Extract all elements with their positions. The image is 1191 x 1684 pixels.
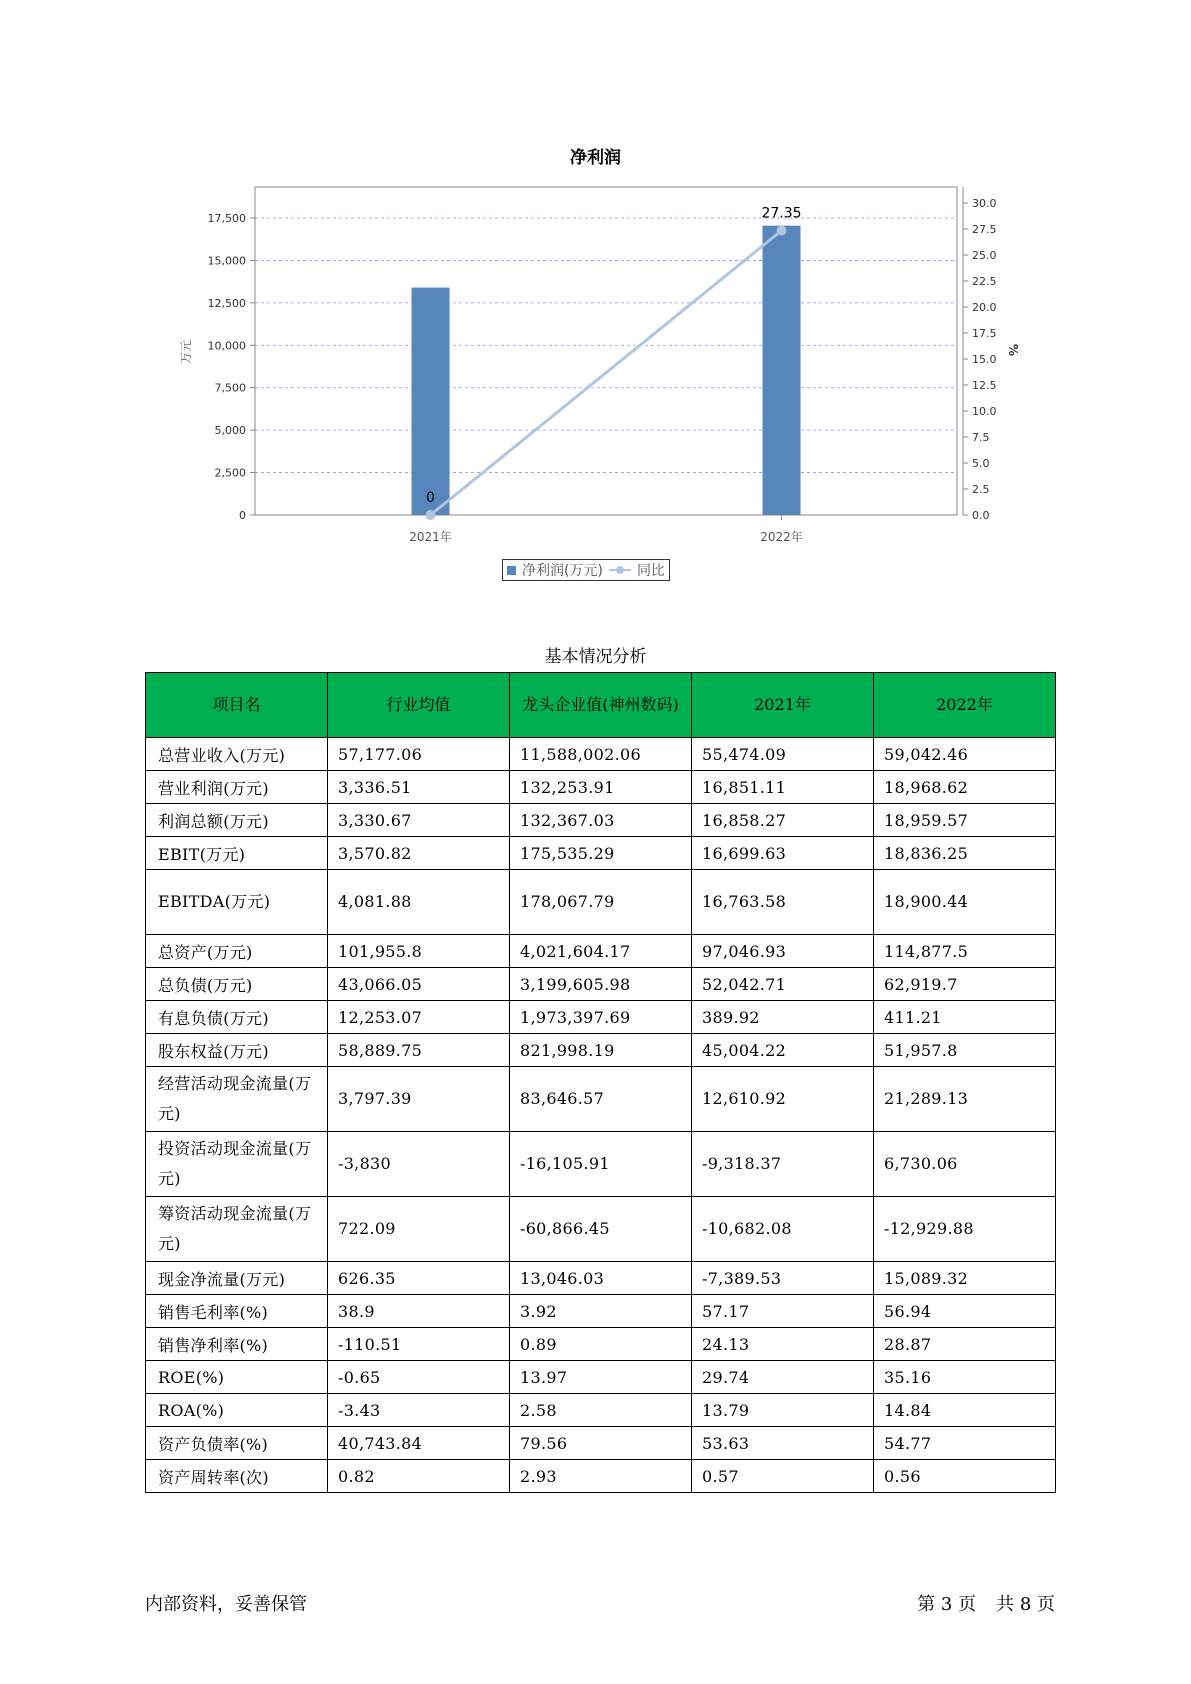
- chart-title: 净利润: [570, 148, 621, 168]
- table-row: [146, 1067, 1056, 1132]
- y-tick-label: 17,500: [207, 212, 246, 225]
- table-cell: 21,289.13: [874, 1067, 1056, 1132]
- table-cell: -7,389.53: [692, 1262, 874, 1295]
- row-label-cell: 经营活动现金流量(万元): [146, 1067, 328, 1132]
- table-body: [146, 738, 1056, 1493]
- row-label-cell: 资产负债率(%): [146, 1427, 328, 1460]
- table-cell: 16,699.63: [692, 837, 874, 870]
- table-row: [146, 1460, 1056, 1493]
- row-label-cell: 利润总额(万元): [146, 804, 328, 837]
- table-cell: 57.17: [692, 1295, 874, 1328]
- y-tick-label: 12,500: [207, 296, 246, 310]
- table-row: [146, 1361, 1056, 1394]
- table-cell: 6,730.06: [874, 1132, 1056, 1197]
- table-cell: 18,959.57: [874, 804, 1056, 837]
- table-cell: -3.43: [328, 1394, 510, 1427]
- table-cell: -10,682.08: [692, 1197, 874, 1262]
- table-cell: 101,955.8: [328, 935, 510, 968]
- table-cell: 14.84: [874, 1394, 1056, 1427]
- table-cell: 58,889.75: [328, 1034, 510, 1067]
- table-cell: 4,081.88: [328, 870, 510, 935]
- table-cell: 62,919.7: [874, 968, 1056, 1001]
- table-cell: 51,957.8: [874, 1034, 1056, 1067]
- y2-tick-label: 2.5: [972, 483, 990, 496]
- row-label-cell: 销售净利率(%): [146, 1328, 328, 1361]
- row-label-cell: 投资活动现金流量(万元): [146, 1132, 328, 1197]
- table-row: [146, 1427, 1056, 1460]
- table-row: [146, 1295, 1056, 1328]
- table-cell: -16,105.91: [510, 1132, 692, 1197]
- table-cell: 3,336.51: [328, 771, 510, 804]
- row-label-cell: 总负债(万元): [146, 968, 328, 1001]
- table-cell: 114,877.5: [874, 935, 1056, 968]
- table-cell: 45,004.22: [692, 1034, 874, 1067]
- x-tick-label: 2022年: [760, 530, 803, 544]
- table-cell: 0.82: [328, 1460, 510, 1493]
- legend-line-swatch: [609, 565, 631, 575]
- table-cell: 2.58: [510, 1394, 692, 1427]
- table-cell: 389.92: [692, 1001, 874, 1034]
- y-tick-label: 5,000: [214, 424, 246, 438]
- table-cell: 0.89: [510, 1328, 692, 1361]
- legend-line-label: 同比: [636, 563, 665, 579]
- table-row: [146, 1262, 1056, 1295]
- basic-analysis-table: [145, 672, 1056, 1493]
- table-cell: 3,330.67: [328, 804, 510, 837]
- table-row: [146, 1001, 1056, 1034]
- table-cell: 626.35: [328, 1262, 510, 1295]
- table-cell: 16,851.11: [692, 771, 874, 804]
- row-label-cell: 股东权益(万元): [146, 1034, 328, 1067]
- page-number: [917, 1590, 1055, 1616]
- y2-tick-label: 10.0: [972, 405, 997, 418]
- table-cell: 11,588,002.06: [510, 738, 692, 771]
- y2-tick-label: 12.5: [972, 379, 997, 392]
- page-current: 第 3 页: [917, 1594, 977, 1615]
- table-cell: 79.56: [510, 1427, 692, 1460]
- page-total: 共 8 页: [996, 1594, 1055, 1615]
- row-label-cell: 销售毛利率(%): [146, 1295, 328, 1328]
- row-label-cell: 现金净流量(万元): [146, 1262, 328, 1295]
- table-cell: 18,836.25: [874, 837, 1056, 870]
- y2-axis-title: %: [1006, 343, 1020, 357]
- table-cell: -0.65: [328, 1361, 510, 1394]
- table-cell: 83,646.57: [510, 1067, 692, 1132]
- table-cell: 12,610.92: [692, 1067, 874, 1132]
- table-row: [146, 1034, 1056, 1067]
- yoy-data-label: 27.35: [761, 205, 802, 222]
- table-cell: 178,067.79: [510, 870, 692, 935]
- table-cell: 132,253.91: [510, 771, 692, 804]
- table-cell: 57,177.06: [328, 738, 510, 771]
- table-cell: 16,763.58: [692, 870, 874, 935]
- table-cell: -110.51: [328, 1328, 510, 1361]
- table-cell: 13.97: [510, 1361, 692, 1394]
- table-cell: 132,367.03: [510, 804, 692, 837]
- table-cell: 722.09: [328, 1197, 510, 1262]
- y-tick-label: 2,500: [214, 466, 246, 480]
- table-header-cell: 2021年: [692, 673, 874, 738]
- table-cell: 15,089.32: [874, 1262, 1056, 1295]
- bar: [412, 288, 450, 515]
- y2-tick-label: 25.0: [972, 249, 997, 262]
- yoy-data-label: 0: [426, 490, 435, 506]
- y2-tick-label: 27.5: [972, 223, 997, 236]
- row-label-cell: 资产周转率(次): [146, 1460, 328, 1493]
- table-row: [146, 935, 1056, 968]
- row-label-cell: ROA(%): [146, 1394, 328, 1427]
- table-cell: 3,199,605.98: [510, 968, 692, 1001]
- row-label-cell: 营业利润(万元): [146, 771, 328, 804]
- y-tick-label: 15,000: [207, 254, 246, 268]
- table-cell: 56.94: [874, 1295, 1056, 1328]
- table-cell: 3.92: [510, 1295, 692, 1328]
- table-cell: 55,474.09: [692, 738, 874, 771]
- y2-tick-label: 0.0: [972, 509, 990, 522]
- table-row: [146, 771, 1056, 804]
- table-header-row: [146, 673, 1056, 738]
- table-row: [146, 738, 1056, 771]
- table-row: [146, 870, 1056, 935]
- table-title: 基本情况分析: [544, 647, 647, 667]
- table-cell: 43,066.05: [328, 968, 510, 1001]
- row-label-cell: 筹资活动现金流量(万元): [146, 1197, 328, 1262]
- table-cell: -12,929.88: [874, 1197, 1056, 1262]
- row-label-cell: EBITDA(万元): [146, 870, 328, 935]
- table-cell: 0.56: [874, 1460, 1056, 1493]
- table-cell: 12,253.07: [328, 1001, 510, 1034]
- legend-bar-label: 净利润(万元): [522, 563, 603, 579]
- table-cell: 411.21: [874, 1001, 1056, 1034]
- net-profit-chart: [0, 0, 1191, 560]
- y2-tick-label: 17.5: [972, 327, 997, 340]
- table-cell: 4,021,604.17: [510, 935, 692, 968]
- table-cell: 175,535.29: [510, 837, 692, 870]
- table-cell: 97,046.93: [692, 935, 874, 968]
- table-cell: 59,042.46: [874, 738, 1056, 771]
- bar: [763, 226, 801, 515]
- y2-tick-label: 30.0: [972, 197, 997, 210]
- x-tick-label: 2021年: [409, 530, 452, 544]
- chart-legend: [502, 559, 670, 581]
- table-cell: 3,797.39: [328, 1067, 510, 1132]
- y2-tick-label: 7.5: [972, 431, 990, 444]
- y2-tick-label: 15.0: [972, 353, 997, 366]
- table-cell: -9,318.37: [692, 1132, 874, 1197]
- table-row: [146, 1132, 1056, 1197]
- table-row: [146, 1197, 1056, 1262]
- table-cell: 40,743.84: [328, 1427, 510, 1460]
- table-cell: 18,968.62: [874, 771, 1056, 804]
- row-label-cell: EBIT(万元): [146, 837, 328, 870]
- y2-tick-label: 5.0: [972, 457, 990, 470]
- table-cell: 28.87: [874, 1328, 1056, 1361]
- table-cell: 13,046.03: [510, 1262, 692, 1295]
- table-cell: 13.79: [692, 1394, 874, 1427]
- table-cell: 52,042.71: [692, 968, 874, 1001]
- table-cell: 18,900.44: [874, 870, 1056, 935]
- table-row: [146, 837, 1056, 870]
- table-cell: 54.77: [874, 1427, 1056, 1460]
- table-cell: 2.93: [510, 1460, 692, 1493]
- y-tick-label: 0: [239, 509, 246, 522]
- table-cell: 821,998.19: [510, 1034, 692, 1067]
- table-row: [146, 1394, 1056, 1427]
- table-cell: 1,973,397.69: [510, 1001, 692, 1034]
- table-cell: -60,866.45: [510, 1197, 692, 1262]
- table-row: [146, 804, 1056, 837]
- row-label-cell: 有息负债(万元): [146, 1001, 328, 1034]
- table-cell: -3,830: [328, 1132, 510, 1197]
- footer-note: 内部资料，妥善保管: [145, 1594, 307, 1615]
- y-tick-label: 10,000: [207, 339, 246, 353]
- legend-bar-swatch: [507, 566, 516, 575]
- row-label-cell: 总资产(万元): [146, 935, 328, 968]
- yoy-point: [426, 510, 436, 520]
- yoy-point: [777, 226, 787, 236]
- y2-tick-label: 22.5: [972, 275, 997, 288]
- row-label-cell: ROE(%): [146, 1361, 328, 1394]
- table-header-cell: 2022年: [874, 673, 1056, 738]
- table-cell: 16,858.27: [692, 804, 874, 837]
- table-cell: 0.57: [692, 1460, 874, 1493]
- table-header-cell: 行业均值: [328, 673, 510, 738]
- y-axis-title: 万元: [179, 339, 193, 365]
- row-label-cell: 总营业收入(万元): [146, 738, 328, 771]
- table-header-cell: 项目名: [146, 673, 328, 738]
- table-cell: 3,570.82: [328, 837, 510, 870]
- table-cell: 24.13: [692, 1328, 874, 1361]
- table-cell: 35.16: [874, 1361, 1056, 1394]
- table-header-cell: 龙头企业值(神州数码): [510, 673, 692, 738]
- table-cell: 38.9: [328, 1295, 510, 1328]
- table-cell: 29.74: [692, 1361, 874, 1394]
- table-row: [146, 968, 1056, 1001]
- table-row: [146, 1328, 1056, 1361]
- plot-area: [255, 187, 957, 515]
- y2-tick-label: 20.0: [972, 301, 997, 314]
- table-cell: 53.63: [692, 1427, 874, 1460]
- y-tick-label: 7,500: [214, 381, 246, 395]
